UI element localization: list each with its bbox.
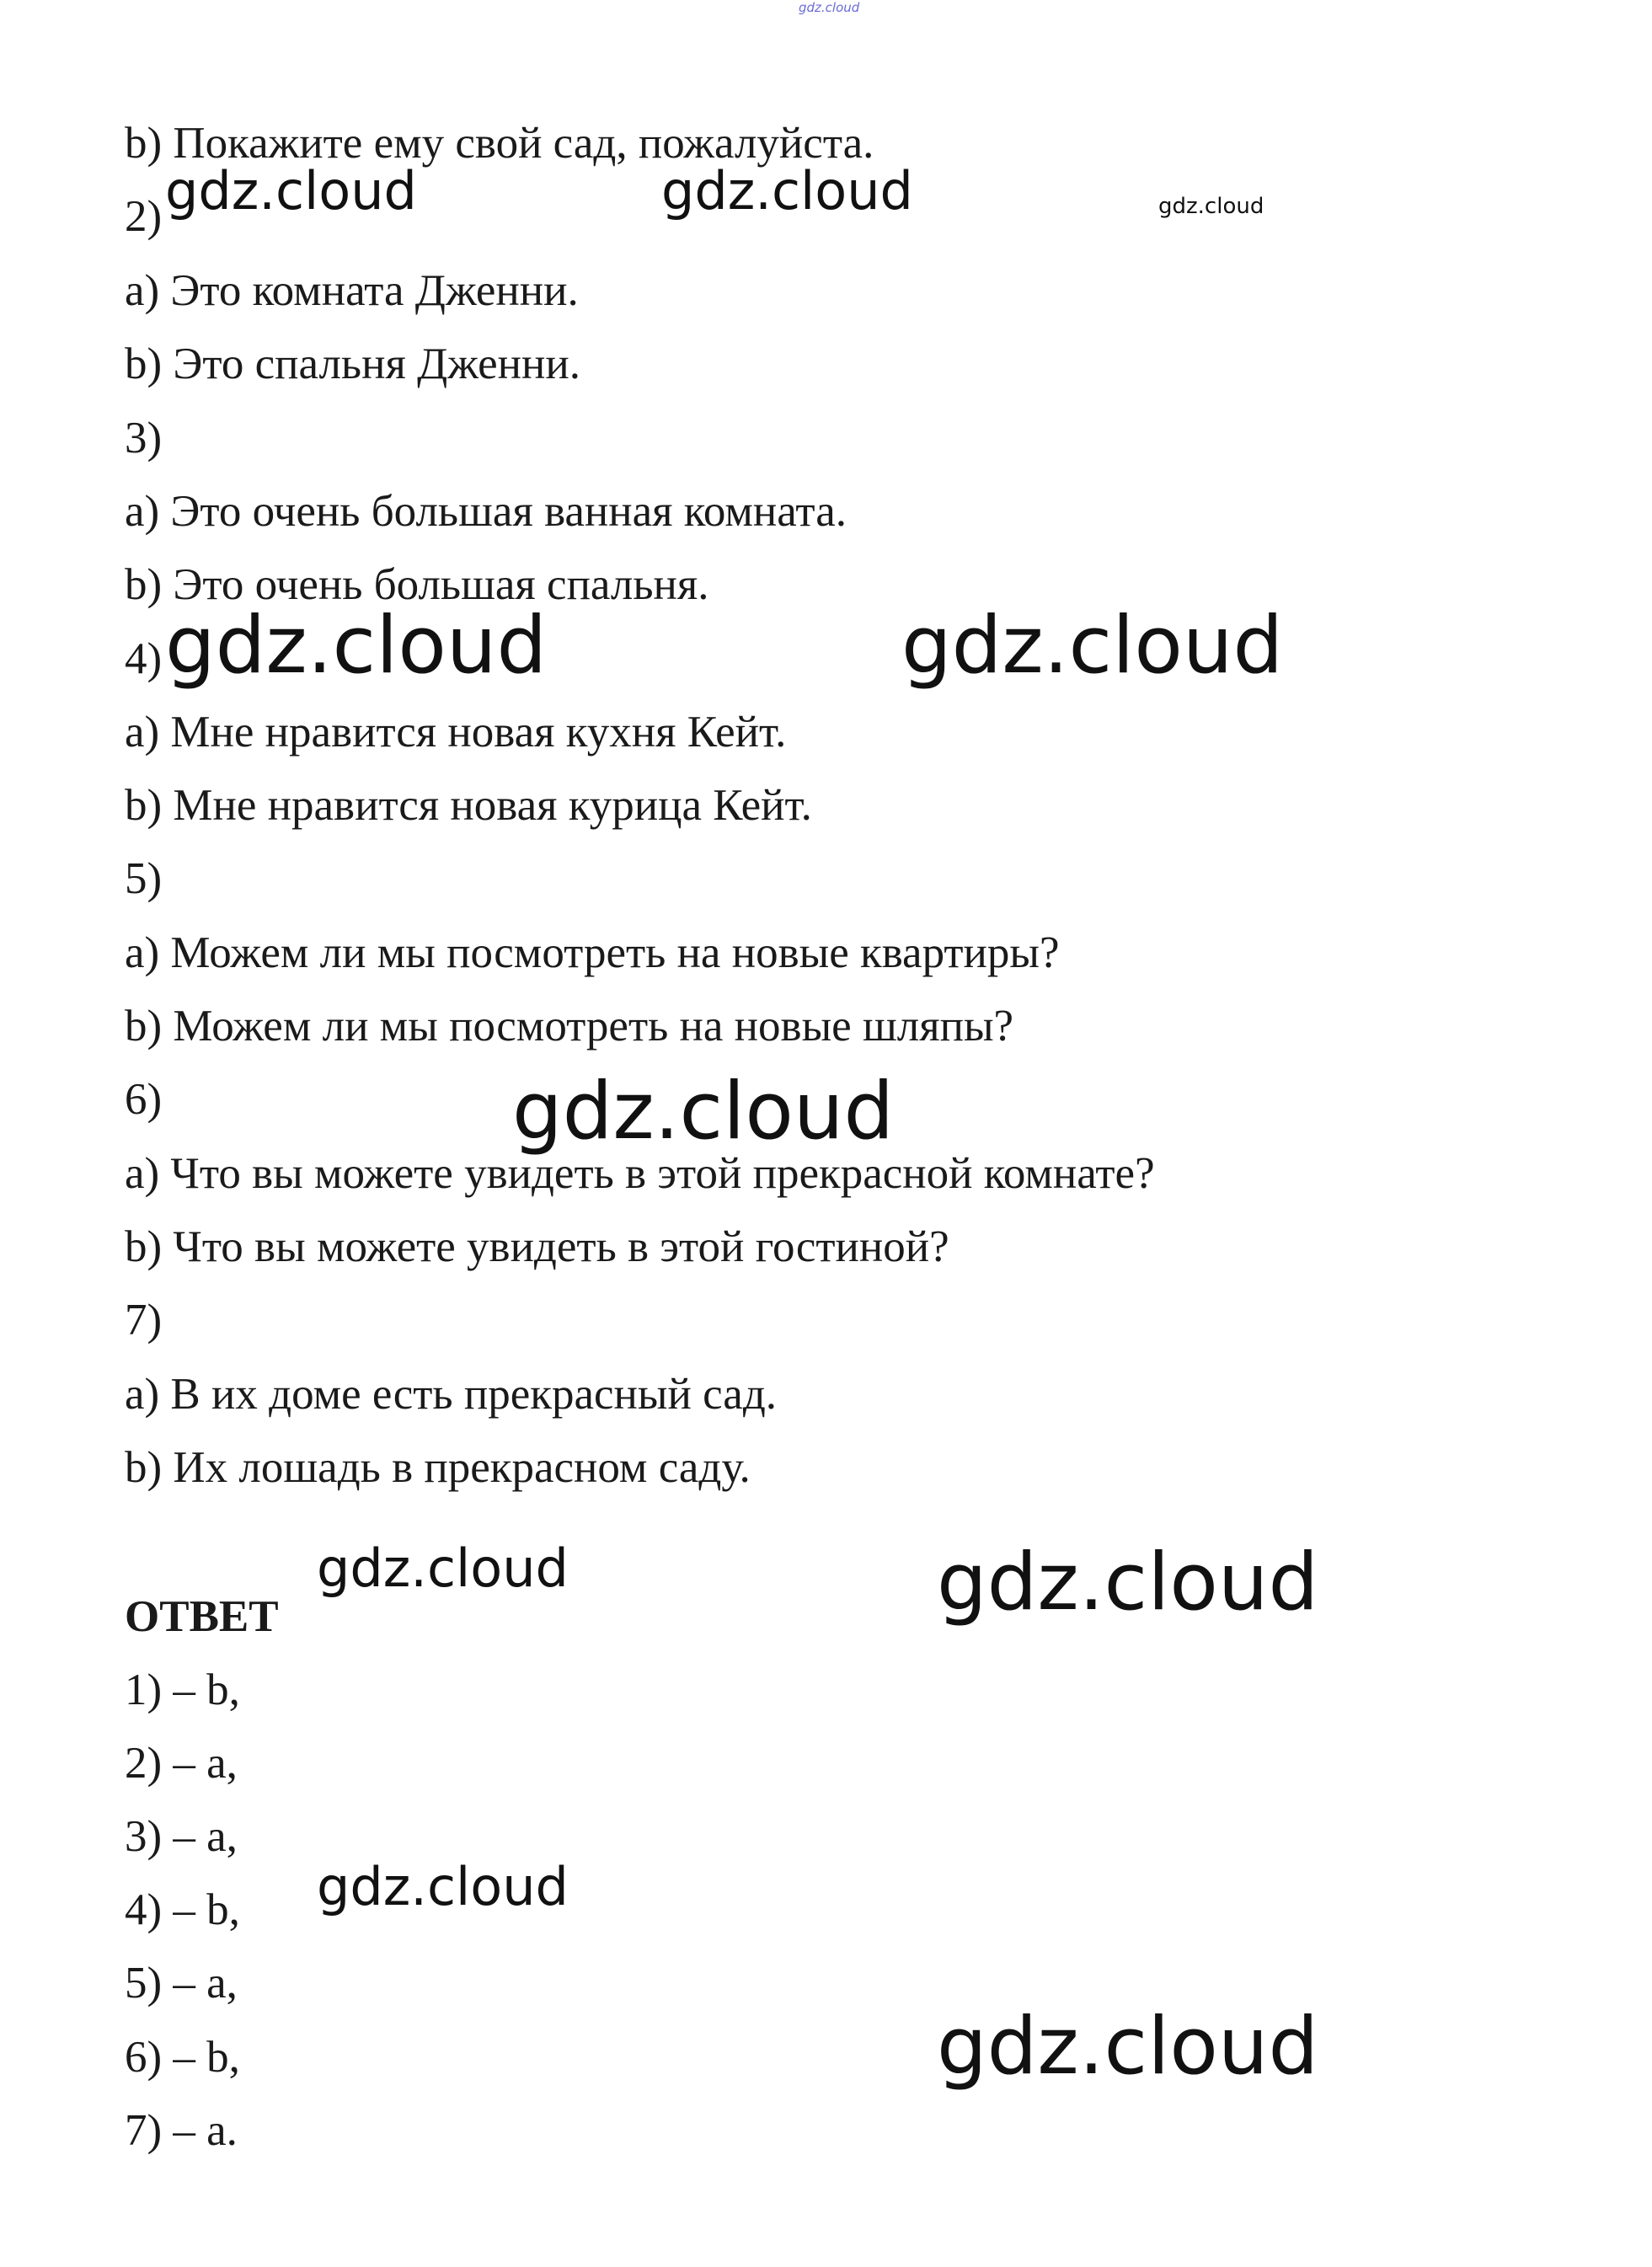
item-number: 4)	[125, 634, 163, 683]
text-line: b) Покажите ему свой сад, пожалуйста.	[125, 119, 874, 168]
watermark-top: gdz.cloud	[799, 0, 860, 15]
text-line: b) Можем ли мы посмотреть на новые шляпы?	[125, 1002, 1014, 1051]
watermark: gdz.cloud	[512, 1066, 895, 1158]
watermark: gdz.cloud	[317, 1856, 569, 1917]
text-line: a) В их доме есть прекрасный сад.	[125, 1370, 778, 1419]
answer-item: 2) – a,	[125, 1739, 238, 1788]
text-line: a) Это очень большая ванная комната.	[125, 487, 847, 536]
text-line: a) Это комната Дженни.	[125, 266, 579, 315]
text-line: b) Это очень большая спальня.	[125, 560, 709, 609]
item-number: 2)	[125, 192, 163, 241]
watermark: gdz.cloud	[661, 160, 913, 222]
text-line: b) Мне нравится новая курица Кейт.	[125, 781, 812, 830]
item-number: 7)	[125, 1296, 163, 1345]
watermark: gdz.cloud	[937, 1537, 1319, 1628]
watermark: gdz.cloud	[937, 2001, 1319, 2093]
text-line: b) Их лошадь в прекрасном саду.	[125, 1443, 751, 1492]
item-number: 6)	[125, 1075, 163, 1124]
item-number: 3)	[125, 414, 163, 462]
text-line: b) Это спальня Дженни.	[125, 340, 581, 388]
watermark: gdz.cloud	[901, 600, 1284, 692]
item-number: 5)	[125, 854, 163, 903]
answer-item: 1) – b,	[125, 1665, 240, 1714]
watermark: gdz.cloud	[317, 1537, 569, 1599]
text-line: b) Что вы можете увидеть в этой гостиной?	[125, 1222, 949, 1271]
watermark: gdz.cloud	[1158, 194, 1264, 219]
watermark: gdz.cloud	[165, 160, 417, 222]
answer-item: 5) – a,	[125, 1959, 238, 2008]
answer-item: 7) – a.	[125, 2106, 238, 2155]
text-line: a) Что вы можете увидеть в этой прекрасной комнате?	[125, 1149, 1155, 1198]
answer-item: 6) – b,	[125, 2033, 240, 2082]
text-line: a) Можем ли мы посмотреть на новые квартиры?	[125, 928, 1060, 977]
text-line: a) Мне нравится новая кухня Кейт.	[125, 708, 787, 757]
answer-item: 3) – a,	[125, 1812, 238, 1861]
answer-heading: ОТВЕТ	[125, 1592, 279, 1641]
watermark: gdz.cloud	[165, 600, 548, 692]
answer-item: 4) – b,	[125, 1885, 240, 1934]
